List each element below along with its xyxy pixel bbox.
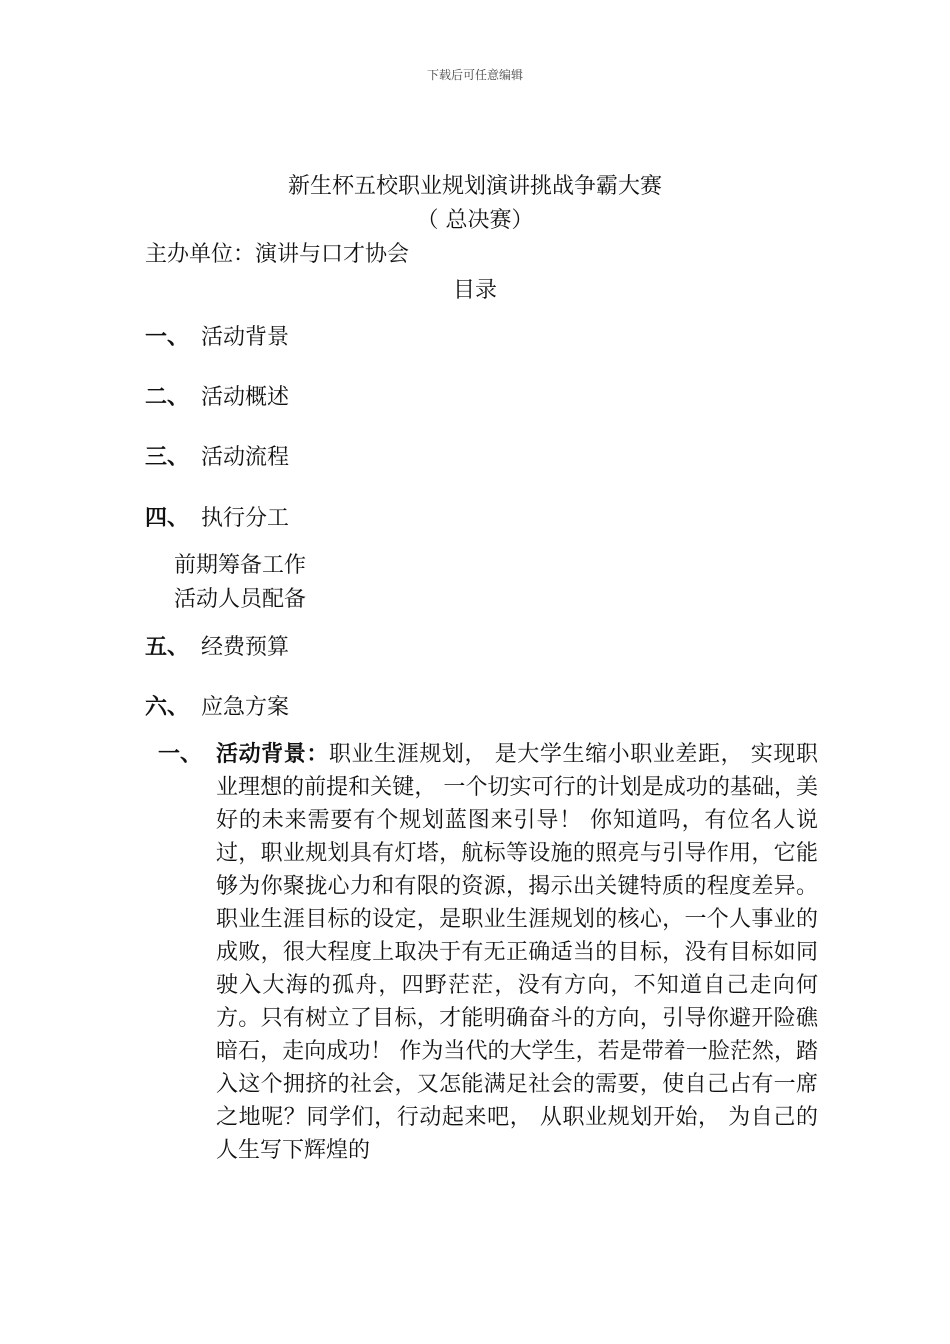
toc-item-label: 活动概述 <box>201 385 290 410</box>
toc-item <box>145 633 289 663</box>
section-text: 职业生涯规划， 是大学生缩小职业差距， 实现职业理想的前提和关键， 一个切实可行的计划是成功的基础，美好的未来需要有个规划蓝图来引导！ 你知道吗，有位名人说过，职业规划具有灯塔，航标等设施的照亮与引导作用，它能够为你聚拢心力和有限的资源，揭示出关键特质的程度差异。职业生涯目标的设定，是职业生涯规划的核心，一个人事业的成败，很大程度上取决于有无正确适当的目标，没有目标如同驶入大海的孤舟，四野茫茫，没有方向，不知道自己走向何方。只有树立了目标，才能明确奋斗的方向，引导你避开险礁暗石，走向成功！ 作为当代的大学生，若是带着一脸茫然，踏入这个拥挤的社会，又怎能满足社会的需要，使自己占有一席之地呢？同学们，行动起来吧， 从职业规划开始， 为自己的人生写下辉煌的 <box>216 742 818 1163</box>
toc-item <box>145 693 289 723</box>
toc-item-label: 经费预算 <box>201 635 290 660</box>
toc-heading: 目录 <box>452 278 497 303</box>
document-title: 新生杯五校职业规划演讲挑战争霸大赛 <box>287 174 662 199</box>
organizer: 主办单位：演讲与口才协会 <box>145 242 410 267</box>
header-note: 下载后可任意编辑 <box>426 68 523 82</box>
toc-item-label: 应急方案 <box>201 695 290 720</box>
toc-item-number: 四、 <box>145 506 190 531</box>
toc-item-label: 执行分工 <box>201 506 290 531</box>
toc-item-label: 活动背景 <box>201 325 290 350</box>
document-subtitle: （ 总决赛） <box>416 208 534 233</box>
section-number: 一、 <box>158 742 203 767</box>
section-label: 活动背景： <box>216 742 329 767</box>
toc-item-number: 三、 <box>145 445 190 470</box>
section-body <box>216 738 818 1167</box>
toc-item-number: 一、 <box>145 325 190 350</box>
toc-item <box>145 323 289 353</box>
toc-item <box>145 383 289 413</box>
toc-item <box>145 504 289 534</box>
toc-item-label: 活动流程 <box>201 445 290 470</box>
toc-item <box>145 443 289 473</box>
toc-sub-item: 活动人员配备 <box>174 587 307 612</box>
toc-item-number: 六、 <box>145 695 190 720</box>
section-background <box>158 738 818 1167</box>
toc-sub-item: 前期筹备工作 <box>174 553 307 578</box>
toc-item-number: 二、 <box>145 385 190 410</box>
toc-item-number: 五、 <box>145 635 190 660</box>
